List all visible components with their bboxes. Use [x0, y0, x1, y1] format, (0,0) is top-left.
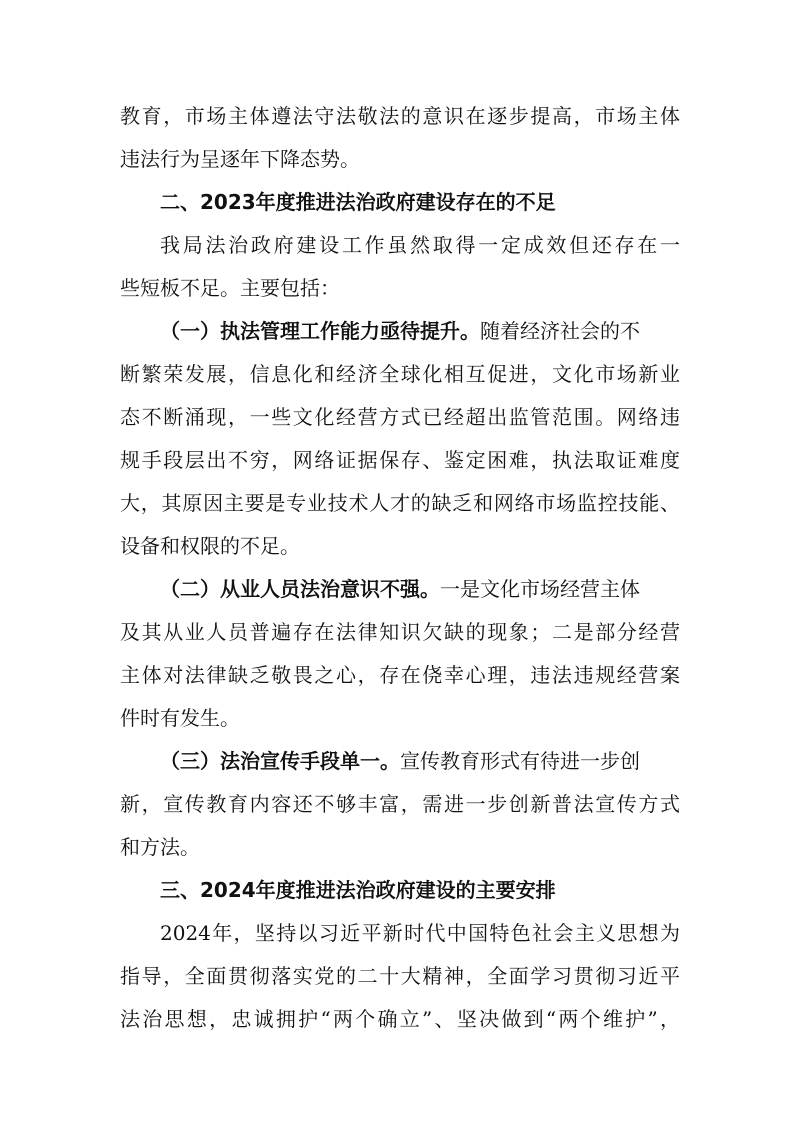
paragraph-line: 2024年，坚持以习近平新时代中国特色社会主义思想为 — [160, 921, 680, 945]
paragraph-line: 大，其原因主要是专业技术人才的缺乏和网络市场监控技能、 — [120, 491, 680, 515]
paragraph-text: 随着经济社会的不 — [480, 319, 640, 343]
paragraph-line: 和方法。 — [120, 835, 200, 859]
paragraph-line — [160, 313, 680, 349]
paragraph-line: 件时有发生。 — [120, 706, 240, 730]
paragraph-line: 态不断涌现，一些文化经营方式已经超出监管范围。网络违 — [120, 405, 680, 429]
paragraph-line: 及其从业人员普遍存在法律知识欠缺的现象；二是部分经营 — [120, 620, 680, 644]
paragraph-line: 设备和权限的不足。 — [120, 534, 300, 558]
paragraph-line — [160, 743, 680, 779]
paragraph-line: 断繁荣发展，信息化和经济全球化相互促进，文化市场新业 — [120, 362, 680, 386]
subsection-lead: （三）法治宣传手段单一。 — [160, 749, 400, 773]
paragraph-text: 一是文化市场经营主体 — [440, 577, 640, 601]
paragraph-line: 法治思想，忠诚拥护“两个确立”、坚决做到“两个维护”， — [120, 1007, 680, 1031]
paragraph-line: 主体对法律缺乏敬畏之心，存在侥幸心理，违法违规经营案 — [120, 663, 680, 687]
paragraph-line: 指导，全面贯彻落实党的二十大精神，全面学习贯彻习近平 — [120, 964, 680, 988]
paragraph-line: 教育，市场主体遵法守法敬法的意识在逐步提高，市场主体 — [120, 104, 680, 128]
section-heading-2: 二、2023年度推进法治政府建设存在的不足 — [160, 190, 556, 214]
paragraph-line: 些短板不足。主要包括： — [120, 276, 340, 300]
subsection-lead: （二）从业人员法治意识不强。 — [160, 577, 440, 601]
subsection-lead: （一）执法管理工作能力亟待提升。 — [160, 319, 480, 343]
paragraph-line — [160, 571, 680, 607]
paragraph-line: 规手段层出不穷，网络证据保存、鉴定困难，执法取证难度 — [120, 448, 680, 472]
section-heading-3: 三、2024年度推进法治政府建设的主要安排 — [160, 878, 556, 902]
paragraph-text: 宣传教育形式有待进一步创 — [400, 749, 640, 773]
paragraph-line: 违法行为呈逐年下降态势。 — [120, 147, 360, 171]
paragraph-line: 我局法治政府建设工作虽然取得一定成效但还存在一 — [160, 233, 680, 257]
paragraph-line: 新，宣传教育内容还不够丰富，需进一步创新普法宣传方式 — [120, 792, 680, 816]
